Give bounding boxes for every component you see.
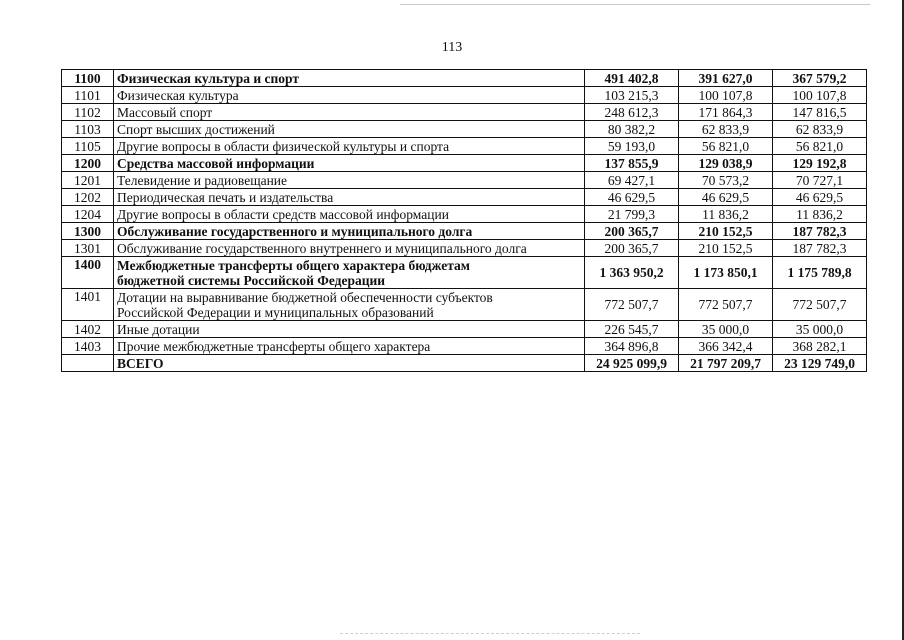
row-value-2: 772 507,7	[679, 289, 773, 321]
row-value-1: 364 896,8	[585, 338, 679, 355]
row-name-line-1: Межбюджетные трансферты общего характера бюджетам	[117, 257, 470, 273]
row-name: Обслуживание государственного и муниципального долга	[114, 223, 585, 240]
table-row	[62, 87, 867, 104]
row-code: 1201	[62, 172, 114, 189]
scan-artifact-line	[340, 633, 640, 635]
row-name: Спорт высших достижений	[114, 121, 585, 138]
row-value-1: 772 507,7	[585, 289, 679, 321]
row-name: Периодическая печать и издательства	[114, 189, 585, 206]
table-row	[62, 138, 867, 155]
row-value-3: 187 782,3	[773, 223, 867, 240]
row-code: 1103	[62, 121, 114, 138]
row-value-2: 21 797 209,7	[679, 355, 773, 372]
table-row	[62, 189, 867, 206]
table-row	[62, 240, 867, 257]
row-value-1: 46 629,5	[585, 189, 679, 206]
row-name-line-2: Российской Федерации и муниципальных образований	[117, 304, 434, 320]
table-row	[62, 206, 867, 223]
row-value-2: 46 629,5	[679, 189, 773, 206]
row-value-3: 11 836,2	[773, 206, 867, 223]
row-value-3: 70 727,1	[773, 172, 867, 189]
row-code: 1401	[62, 289, 114, 321]
row-value-2: 210 152,5	[679, 223, 773, 240]
row-value-1: 248 612,3	[585, 104, 679, 121]
table-row	[62, 223, 867, 240]
row-value-1: 103 215,3	[585, 87, 679, 104]
row-value-1: 491 402,8	[585, 70, 679, 87]
row-code: 1100	[62, 70, 114, 87]
row-value-2: 1 173 850,1	[679, 257, 773, 289]
row-name-line-1: Дотации на выравнивание бюджетной обеспеченности субъектов	[117, 289, 493, 305]
row-code: 1402	[62, 321, 114, 338]
row-code: 1202	[62, 189, 114, 206]
row-code: 1400	[62, 257, 114, 289]
row-value-1: 21 799,3	[585, 206, 679, 223]
row-value-3: 1 175 789,8	[773, 257, 867, 289]
row-name: Другие вопросы в области средств массовой информации	[114, 206, 585, 223]
row-value-1: 137 855,9	[585, 155, 679, 172]
row-code	[62, 355, 114, 372]
row-name: Средства массовой информации	[114, 155, 585, 172]
table-row	[62, 321, 867, 338]
table-row	[62, 257, 867, 289]
row-code: 1300	[62, 223, 114, 240]
row-value-3: 772 507,7	[773, 289, 867, 321]
row-name: ВСЕГО	[114, 355, 585, 372]
row-value-1: 200 365,7	[585, 240, 679, 257]
table-row	[62, 70, 867, 87]
row-code: 1403	[62, 338, 114, 355]
table-row	[62, 121, 867, 138]
row-name: Физическая культура и спорт	[114, 70, 585, 87]
row-value-1: 80 382,2	[585, 121, 679, 138]
row-name: Телевидение и радиовещание	[114, 172, 585, 189]
table-row	[62, 338, 867, 355]
row-value-1: 69 427,1	[585, 172, 679, 189]
page-number: 113	[441, 40, 463, 55]
row-value-1: 226 545,7	[585, 321, 679, 338]
row-value-1: 1 363 950,2	[585, 257, 679, 289]
row-value-3: 35 000,0	[773, 321, 867, 338]
row-value-2: 11 836,2	[679, 206, 773, 223]
row-value-3: 23 129 749,0	[773, 355, 867, 372]
row-value-2: 171 864,3	[679, 104, 773, 121]
row-code: 1105	[62, 138, 114, 155]
row-value-3: 100 107,8	[773, 87, 867, 104]
table-row	[62, 104, 867, 121]
row-name	[114, 257, 585, 289]
row-name: Обслуживание государственного внутреннего и муниципального долга	[114, 240, 585, 257]
row-value-3: 56 821,0	[773, 138, 867, 155]
row-value-3: 368 282,1	[773, 338, 867, 355]
row-value-1: 200 365,7	[585, 223, 679, 240]
row-code: 1301	[62, 240, 114, 257]
row-value-1: 24 925 099,9	[585, 355, 679, 372]
row-value-2: 62 833,9	[679, 121, 773, 138]
row-value-2: 210 152,5	[679, 240, 773, 257]
row-name: Другие вопросы в области физической культуры и спорта	[114, 138, 585, 155]
scan-artifact-line	[400, 4, 870, 5]
row-value-2: 100 107,8	[679, 87, 773, 104]
row-name: Прочие межбюджетные трансферты общего характера	[114, 338, 585, 355]
row-value-2: 35 000,0	[679, 321, 773, 338]
row-value-3: 367 579,2	[773, 70, 867, 87]
row-value-1: 59 193,0	[585, 138, 679, 155]
row-name	[114, 289, 585, 321]
row-code: 1204	[62, 206, 114, 223]
row-name: Массовый спорт	[114, 104, 585, 121]
budget-table	[61, 69, 867, 372]
row-code: 1102	[62, 104, 114, 121]
row-value-3: 46 629,5	[773, 189, 867, 206]
row-value-2: 391 627,0	[679, 70, 773, 87]
row-name: Физическая культура	[114, 87, 585, 104]
row-name: Иные дотации	[114, 321, 585, 338]
row-value-3: 129 192,8	[773, 155, 867, 172]
row-value-2: 56 821,0	[679, 138, 773, 155]
row-value-2: 70 573,2	[679, 172, 773, 189]
row-code: 1101	[62, 87, 114, 104]
row-value-2: 129 038,9	[679, 155, 773, 172]
row-code: 1200	[62, 155, 114, 172]
table-row	[62, 172, 867, 189]
row-value-2: 366 342,4	[679, 338, 773, 355]
table-row	[62, 289, 867, 321]
row-name-line-2: бюджетной системы Российской Федерации	[117, 272, 386, 288]
row-value-3: 62 833,9	[773, 121, 867, 138]
table-row	[62, 155, 867, 172]
row-value-3: 187 782,3	[773, 240, 867, 257]
row-value-3: 147 816,5	[773, 104, 867, 121]
table-row-total	[62, 355, 867, 372]
